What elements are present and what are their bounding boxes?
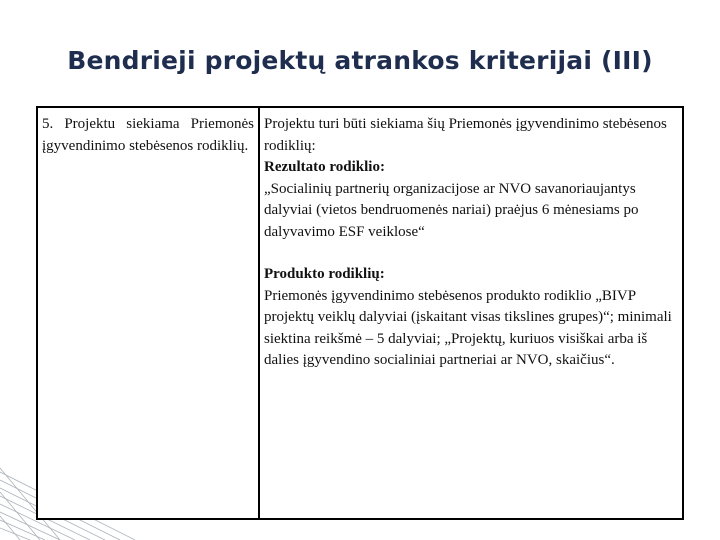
description-cell bbox=[259, 107, 683, 519]
criterion-cell bbox=[37, 107, 259, 519]
spacer bbox=[264, 243, 678, 264]
product-indicator-text: Priemonės įgyvendinimo stebėsenos produkto rodiklio „BIVP projektų veiklų dalyviai (įskaitant visas tikslines grupes)“; minimali siektina reikšmė – 5 dalyviai; „Projektų, kuriuos visiškai arba iš dalies įgyvendino socialiniai partneriai ar NVO, skaičius“. bbox=[264, 287, 672, 368]
product-indicator-heading: Produkto rodiklių: bbox=[264, 266, 385, 282]
criteria-table bbox=[36, 106, 684, 520]
table-row bbox=[37, 107, 683, 519]
intro-text: Projektu turi būti siekiama šių Priemonės įgyvendinimo stebėsenos rodiklių: bbox=[264, 116, 667, 154]
result-indicator-heading: Rezultato rodiklio: bbox=[264, 159, 385, 175]
criterion-text: 5. Projektu siekiama Priemonės įgyvendinimo stebėsenos rodiklių. bbox=[42, 116, 254, 154]
result-indicator-text: „Socialinių partnerių organizacijose ar NVO savanoriaujantys dalyviai (vietos bendruomenės nariai) praėjus 6 mėnesiams po dalyvavimo ESF veiklose“ bbox=[264, 180, 639, 240]
page-title: Bendrieji projektų atrankos kriterijai (III) bbox=[67, 46, 653, 75]
